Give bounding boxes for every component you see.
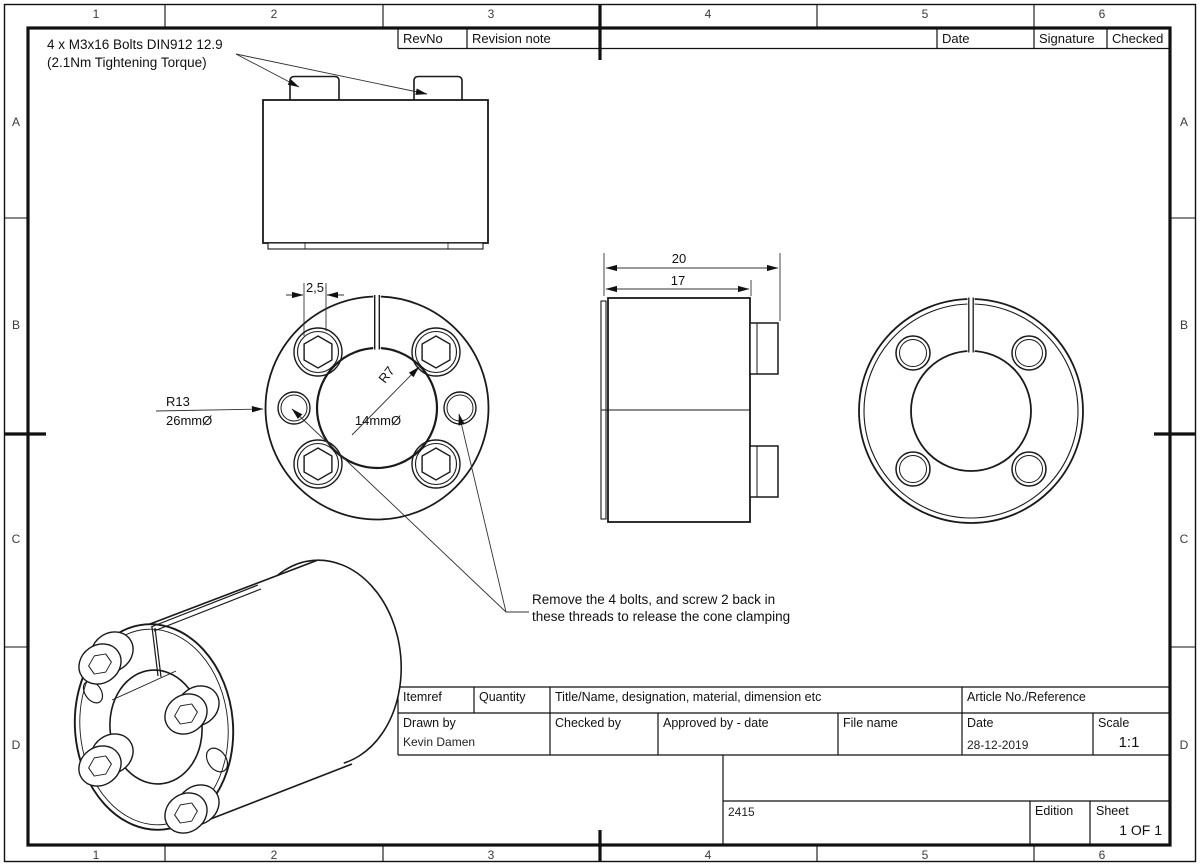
titleblock-document-number: 2415 — [728, 805, 755, 819]
zone-col-1-bottom: 1 — [92, 848, 100, 862]
zone-col-6-bottom: 6 — [1098, 848, 1106, 862]
titleblock-quantity-label: Quantity — [479, 690, 526, 704]
zone-row-d-right: D — [1179, 738, 1189, 752]
revision-col-signature: Signature — [1039, 31, 1095, 46]
zone-col-5-top: 5 — [921, 7, 929, 21]
titleblock-filename-label: File name — [843, 716, 898, 730]
dim-total-width: 20 — [671, 251, 687, 266]
zone-row-a-right: A — [1179, 115, 1188, 129]
zone-row-c-right: C — [1179, 532, 1189, 546]
bolt-annotation-line1: 4 x M3x16 Bolts DIN912 12.9 — [47, 37, 223, 52]
front-view-dimensions — [156, 283, 529, 612]
titleblock-drawnby-value: Kevin Damen — [403, 735, 476, 749]
titleblock-drawnby-label: Drawn by — [403, 716, 456, 730]
zone-row-c-left: C — [11, 532, 21, 546]
zone-row-d-left: D — [11, 738, 21, 752]
titleblock-scale-value: 1:1 — [1118, 734, 1140, 751]
rear-view — [859, 296, 1083, 523]
zone-col-1-top: 1 — [92, 7, 100, 21]
titleblock-edition-label: Edition — [1035, 804, 1074, 818]
revision-col-note: Revision note — [472, 31, 551, 46]
title-block-grid — [398, 687, 1170, 845]
titleblock-scale-label: Scale — [1098, 716, 1130, 730]
release-annotation-line2: these threads to release the cone clamping — [532, 609, 791, 624]
top-view — [263, 77, 488, 250]
dim-bore-diameter: 14mmØ — [354, 413, 402, 428]
revision-col-date: Date — [942, 31, 970, 46]
release-annotation-line1: Remove the 4 bolts, and screw 2 back in — [532, 592, 776, 607]
dim-outer-radius: R13 — [166, 394, 190, 409]
titleblock-checkedby-label: Checked by — [555, 716, 622, 730]
titleblock-date-label: Date — [967, 716, 994, 730]
front-view — [266, 294, 489, 520]
zone-row-b-right: B — [1179, 318, 1188, 332]
dim-socket-width: 2,5 — [305, 280, 325, 295]
bolt-annotation-line2: (2.1Nm Tightening Torque) — [47, 55, 207, 70]
titleblock-approved-label: Approved by - date — [663, 716, 769, 730]
titleblock-title-label: Title/Name, designation, material, dimension etc — [555, 690, 822, 704]
titleblock-date-value: 28-12-2019 — [967, 738, 1029, 752]
zone-col-6-top: 6 — [1098, 7, 1106, 21]
zone-col-4-top: 4 — [704, 7, 712, 21]
titleblock-itemref-label: Itemref — [403, 690, 442, 704]
zone-col-3-bottom: 3 — [487, 848, 495, 862]
titleblock-sheet-label: Sheet — [1096, 804, 1129, 818]
iso-view — [66, 554, 409, 842]
side-view — [601, 298, 778, 522]
zone-row-b-left: B — [11, 318, 20, 332]
dim-outer-diameter: 26mmØ — [166, 413, 213, 428]
dim-bore-radius: R7 — [375, 363, 398, 386]
zone-row-a-left: A — [11, 115, 20, 129]
zone-col-4-bottom: 4 — [704, 848, 712, 862]
revision-col-revno: RevNo — [403, 31, 443, 46]
revision-col-checked: Checked — [1112, 31, 1164, 46]
zone-col-2-top: 2 — [270, 7, 278, 21]
titleblock-sheet-value: 1 OF 1 — [1119, 822, 1162, 838]
zone-col-2-bottom: 2 — [270, 848, 278, 862]
zone-col-3-top: 3 — [487, 7, 495, 21]
dim-body-width: 17 — [670, 273, 686, 288]
titleblock-article-label: Article No./Reference — [967, 690, 1086, 704]
zone-col-5-bottom: 5 — [921, 848, 929, 862]
